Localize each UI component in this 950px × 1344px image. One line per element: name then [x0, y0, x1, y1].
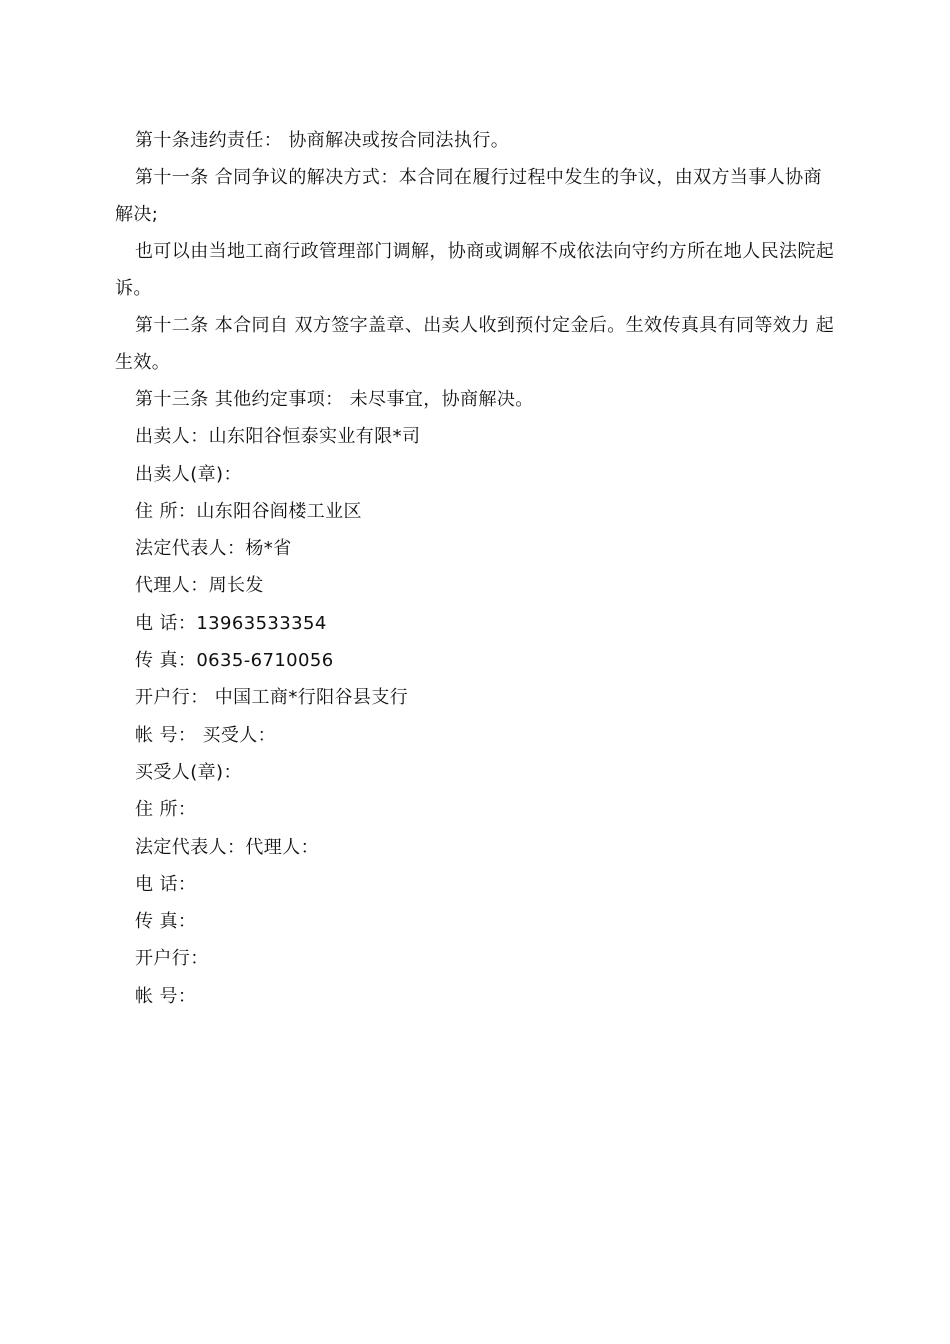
seller-address: 住 所：山东阳谷阎楼工业区 — [135, 500, 362, 522]
clause-10: 第十条违约责任： 协商解决或按合同法执行。 — [135, 130, 510, 151]
buyer-account: 帐 号： — [135, 985, 197, 1007]
seller-agent: 代理人：周长发 — [135, 575, 264, 597]
seller-account-buyer-label: 帐 号： 买受人： — [135, 724, 277, 746]
clause-11: 第十一条 合同争议的解决方式：本合同在履行过程中发生的争议，由双方当事人协商解决; — [115, 167, 822, 225]
buyer-info — [115, 754, 837, 1015]
buyer-address: 住 所： — [135, 799, 197, 821]
buyer-phone: 电 话： — [135, 873, 197, 895]
seller-fax: 传 真：0635-6710056 — [135, 650, 334, 672]
clause-13: 第十三条 其他约定事项： 未尽事宜，协商解决。 — [135, 389, 534, 410]
seller-info — [115, 418, 837, 754]
seller-name: 出卖人：山东阳谷恒泰实业有限*司 — [135, 426, 421, 448]
seller-seal: 出卖人(章)： — [135, 463, 242, 485]
buyer-seal: 买受人(章)： — [135, 761, 242, 783]
seller-legal-rep: 法定代表人：杨*省 — [135, 538, 292, 560]
buyer-bank: 开户行： — [135, 948, 209, 970]
seller-bank: 开户行： 中国工商*行阳谷县支行 — [135, 687, 409, 709]
clause-12: 第十二条 本合同自 双方签字盖章、出卖人收到预付定金后。生效传真具有同等效力 起生效。 — [115, 315, 835, 373]
clause-11-continued: 也可以由当地工商行政管理部门调解，协商或调解不成依法向守约方所在地人民法院起诉。 — [115, 241, 835, 299]
contract-body — [115, 122, 837, 1015]
seller-phone: 电 话：13963533354 — [135, 612, 327, 634]
buyer-fax: 传 真： — [135, 911, 197, 933]
buyer-legal-rep-agent: 法定代表人：代理人： — [135, 836, 319, 858]
